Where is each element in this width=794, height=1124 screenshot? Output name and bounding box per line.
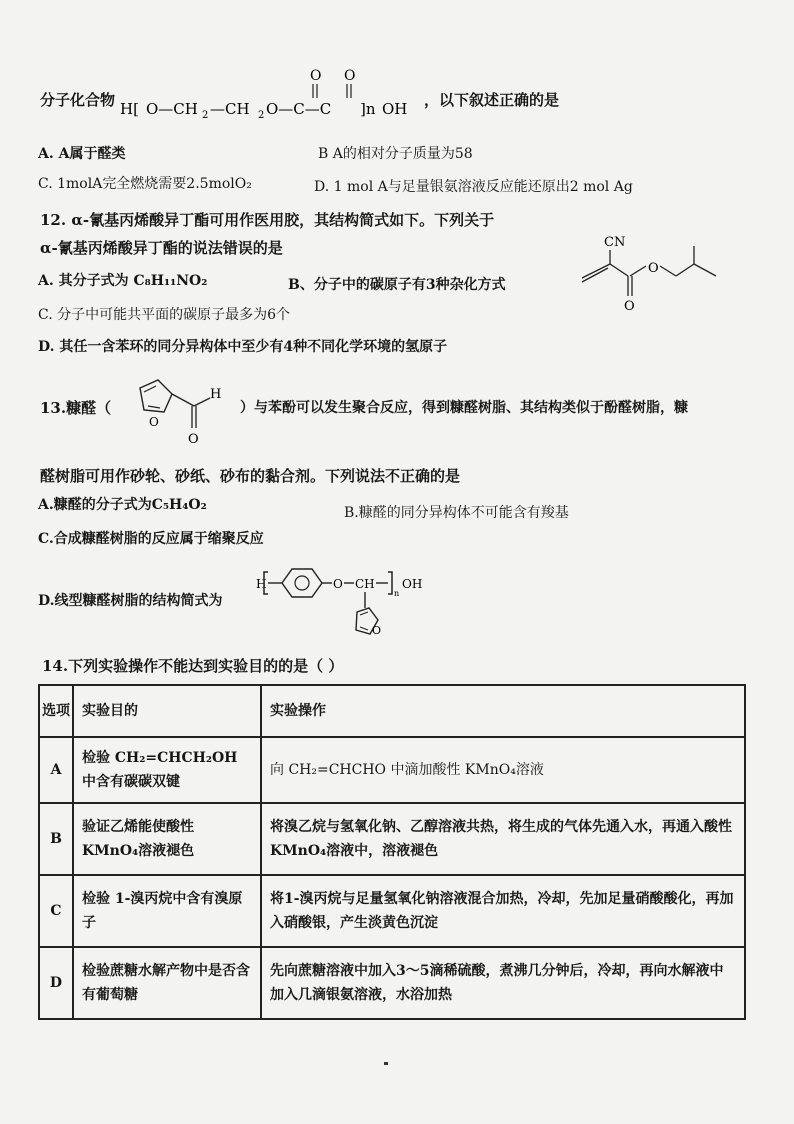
q11-o-top2: O [344, 68, 356, 84]
header-purpose: 实验目的 [73, 685, 261, 737]
poly-ring-o: O [372, 624, 382, 637]
table-row [39, 875, 745, 947]
q11-chain: O—CH [146, 100, 198, 118]
q11-option-c: C. 1molA完全燃烧需要2.5molO₂ [38, 176, 252, 192]
table-row [39, 947, 745, 1019]
q11-bracket-n: ]n [360, 100, 376, 118]
poly-n: n [394, 589, 400, 598]
q11-option-a: A. A属于醛类 [38, 146, 126, 162]
q13-suffix: ）与苯酚可以发生聚合反应，得到糠醛树脂、其结构类似于酚醛树脂，糠 [240, 400, 688, 416]
header-operation: 实验操作 [261, 685, 745, 737]
q12-option-b: B、分子中的碳原子有3种杂化方式 [288, 277, 506, 293]
experiment-table [38, 684, 746, 1020]
q11-option-b: B A的相对分子质量为58 [318, 146, 473, 162]
q13-option-d: D.线型糠醛树脂的结构简式为 [38, 593, 223, 609]
q14-stem: 14.下列实验操作不能达到实验目的的是（ ） [42, 657, 344, 675]
row-d-purpose: 检验蔗糖水解产物中是否含有葡萄糖 [73, 947, 261, 1019]
q11-sub2: 2 [202, 110, 209, 121]
row-a-operation: 向 CH₂=CHCHO 中滴加酸性 KMnO₄溶液 [261, 737, 745, 803]
q13-option-b: B.糠醛的同分异构体不可能含有羧基 [344, 505, 569, 521]
q13-ald-o: O [188, 432, 199, 447]
scan-mark [384, 1062, 388, 1065]
row-d-operation: 先向蔗糖溶液中加入3～5滴稀硫酸，煮沸几分钟后，冷却，再向水解液中加入几滴银氨溶液，水浴加热 [261, 947, 745, 1019]
q12-line1: 12. α-氰基丙烯酸异丁酯可用作医用胶，其结构简式如下。下列关于 [40, 211, 495, 229]
q11-o-top1: O [310, 68, 322, 84]
q12-option-d: D. 其任一含苯环的同分异构体中至少有4种不同化学环境的氢原子 [38, 339, 448, 355]
row-c-operation: 将1-溴丙烷与足量氢氧化钠溶液混合加热，冷却，先加足量硝酸酸化，再加入硝酸银，产生淡黄色沉淀 [261, 875, 745, 947]
q13-polymer-structure [254, 564, 454, 646]
q13-line2: 醛树脂可用作砂轮、砂纸、砂布的黏合剂。下列说法不正确的是 [40, 467, 461, 485]
row-c-purpose: 检验 1-溴丙烷中含有溴原子 [73, 875, 261, 947]
poly-ch: CH [355, 577, 375, 591]
q11-h-bracket: H[ [120, 100, 139, 118]
q13-furfural-structure [118, 366, 238, 450]
table-row [39, 803, 745, 875]
q11-dash: —CH [210, 100, 250, 118]
table-row [39, 737, 745, 803]
table-header-row [39, 685, 745, 737]
q11-sub2b: 2 [258, 110, 265, 121]
q11-oc: O—C—C [266, 100, 332, 118]
q12-o-label: O [624, 299, 635, 314]
q12-option-a: A. 其分子式为 C₈H₁₁NO₂ [38, 273, 208, 289]
row-b-operation: 将溴乙烷与氢氧化钠、乙醇溶液共热，将生成的气体先通入水，再通入酸性 KMnO₄溶液中，溶液褪色 [261, 803, 745, 875]
q11-oh: OH [382, 100, 408, 118]
header-option: 选项 [39, 685, 73, 737]
q13-ring-o: O [149, 415, 159, 429]
q11-stem-suffix: ，以下叙述正确的是 [424, 91, 560, 109]
q11-formula [120, 64, 420, 126]
row-a-purpose: 检验 CH₂=CHCH₂OH 中含有碳碳双键 [73, 737, 261, 803]
row-d-option: D [39, 947, 73, 1019]
row-b-option: B [39, 803, 73, 875]
q12-ester-o: O [648, 261, 659, 276]
q12-structure [570, 228, 740, 320]
q13-option-a: A.糠醛的分子式为C₅H₄O₂ [38, 497, 207, 513]
poly-o: O [333, 577, 343, 591]
poly-oh: OH [402, 577, 423, 591]
q11-stem-prefix: 分子化合物 [40, 91, 116, 109]
q13-option-c: C.合成糠醛树脂的反应属于缩聚反应 [38, 531, 264, 547]
q13-ald-h: H [210, 387, 222, 402]
row-b-purpose: 验证乙烯能使酸性 KMnO₄溶液褪色 [73, 803, 261, 875]
q12-line2: α-氰基丙烯酸异丁酯的说法错误的是 [40, 239, 283, 257]
poly-h: H [256, 577, 267, 591]
q11-option-d: D. 1 mol A与足量银氨溶液反应能还原出2 mol Ag [314, 179, 633, 195]
row-a-option: A [39, 737, 73, 803]
q12-cn-label: CN [604, 235, 626, 250]
row-c-option: C [39, 875, 73, 947]
q12-option-c: C. 分子中可能共平面的碳原子最多为6个 [38, 307, 291, 323]
q13-prefix: 13.糠醛（ [40, 399, 112, 417]
